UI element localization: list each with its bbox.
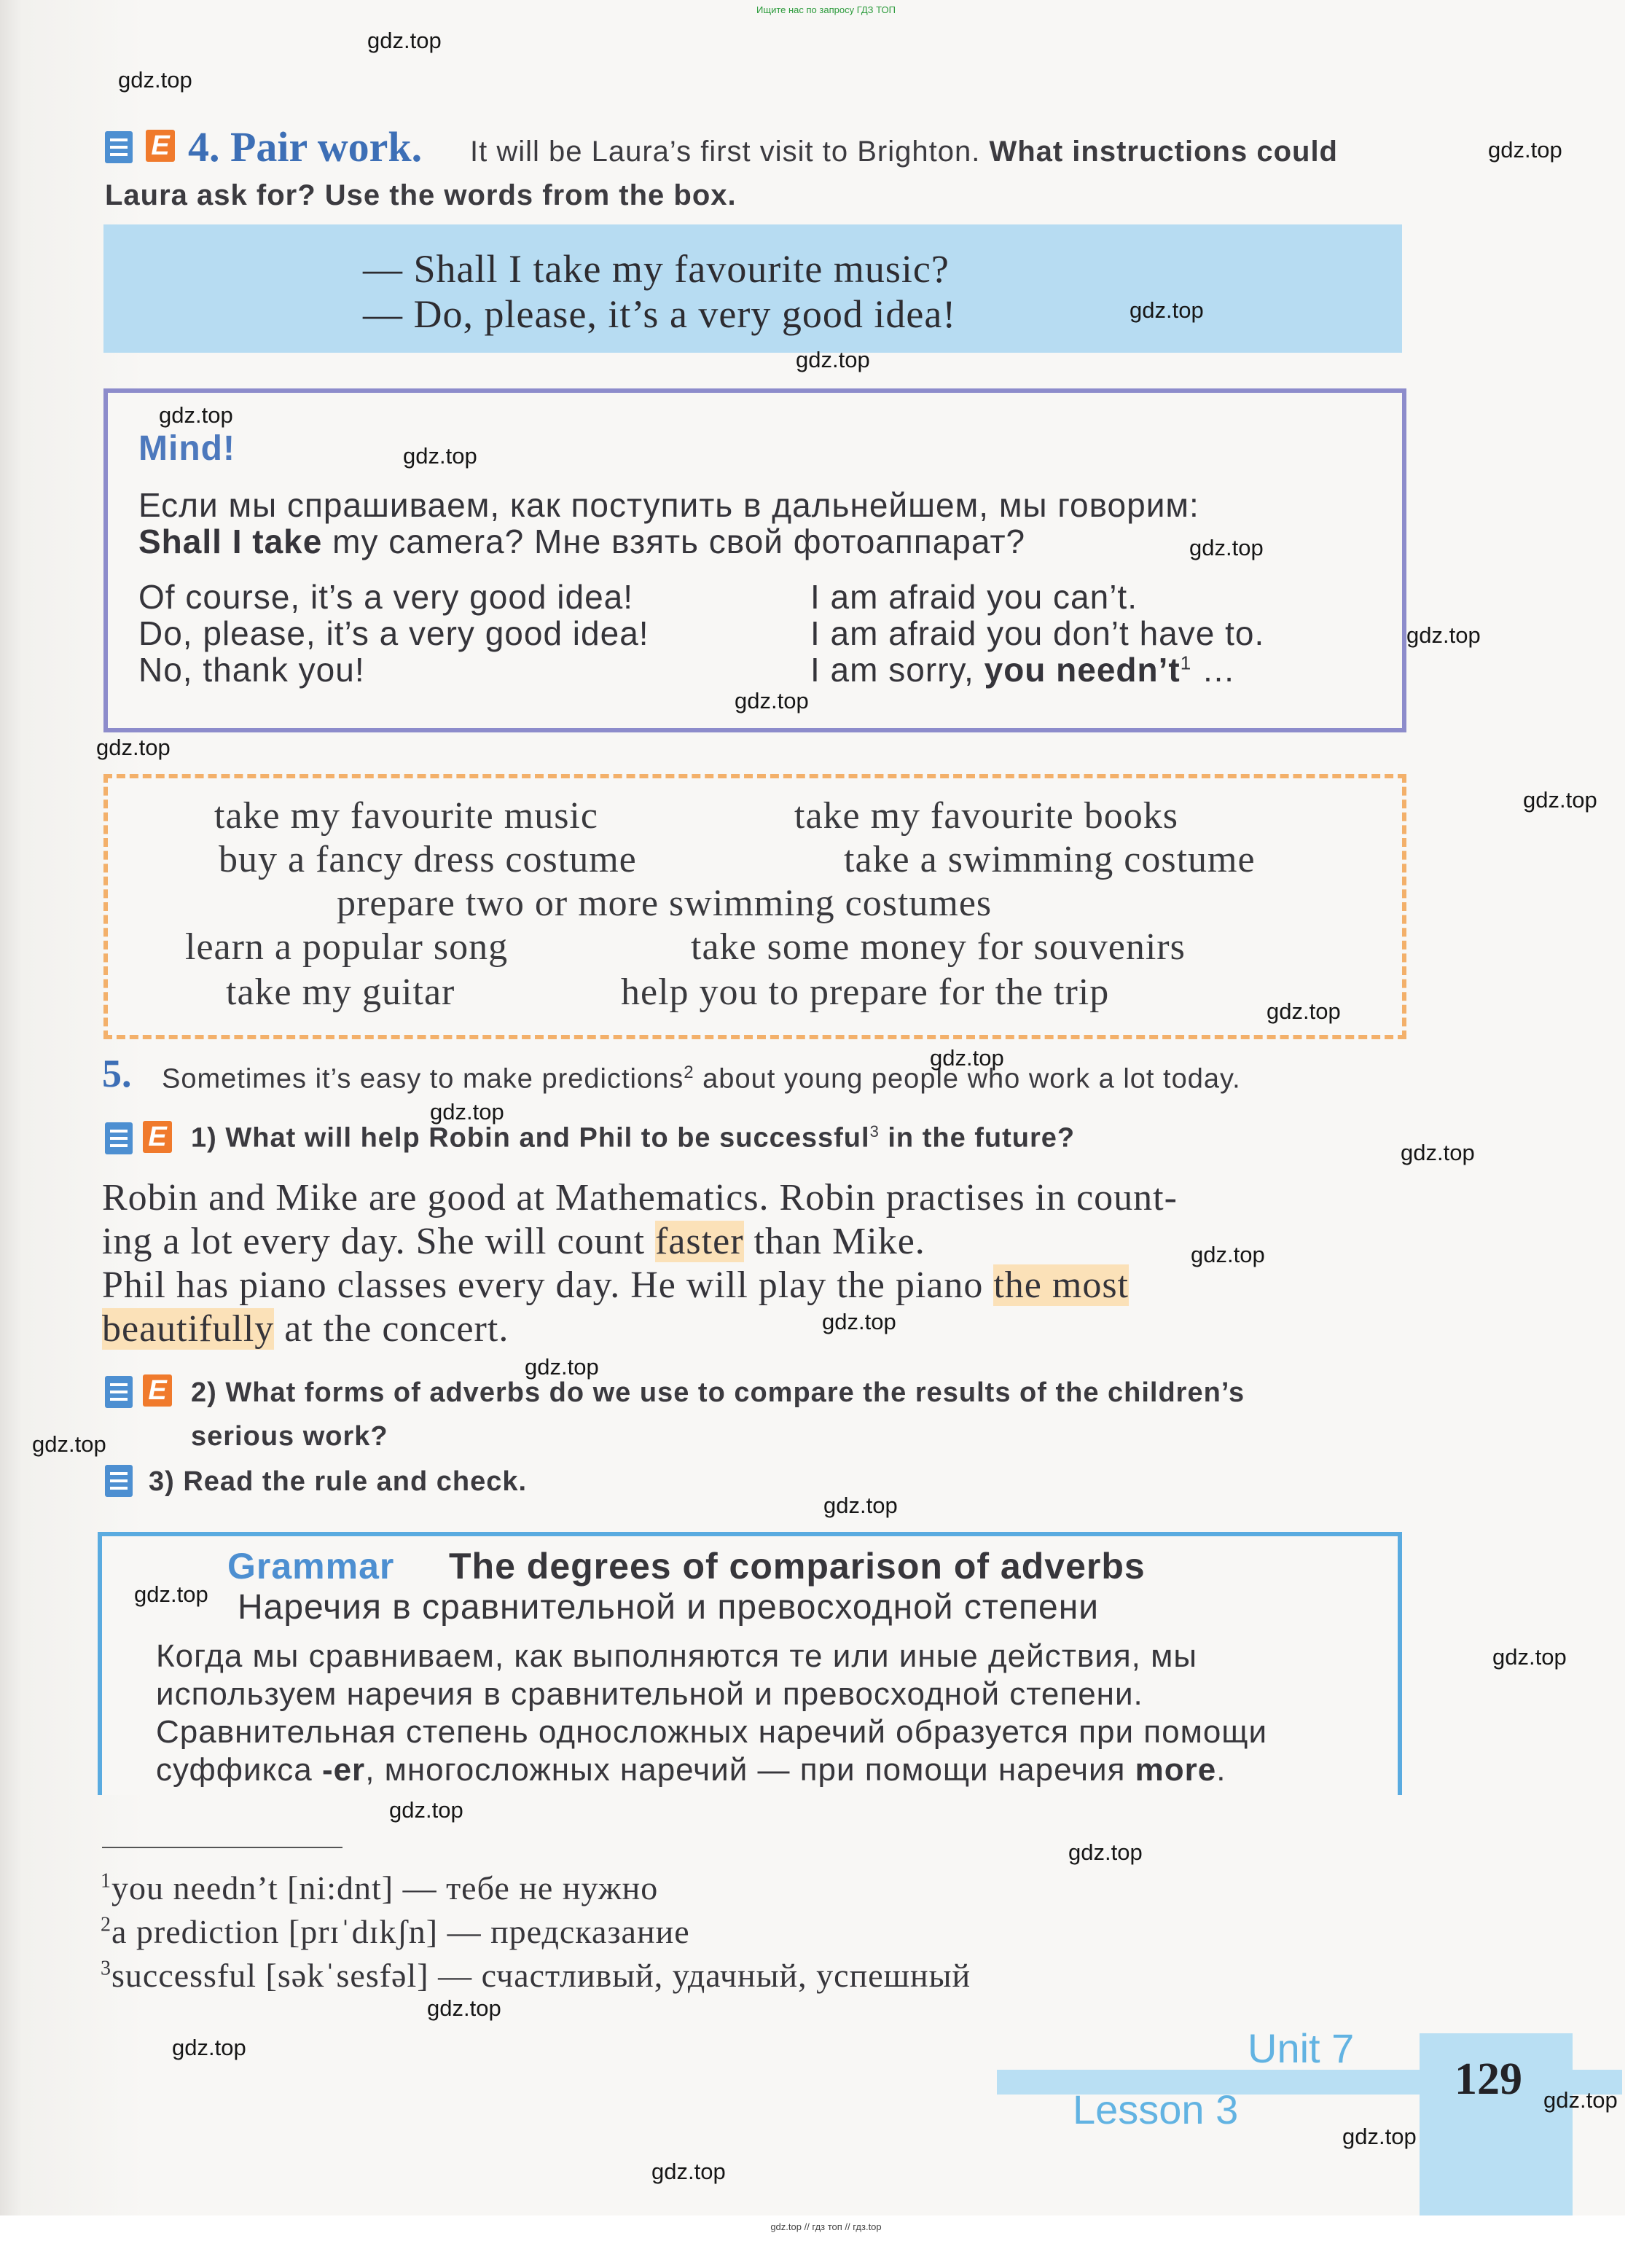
story-line-4 [102,1307,509,1350]
grammar-line-4-e: . [1216,1752,1226,1788]
watermark: gdz.top [1191,1242,1265,1267]
phrase-item: take my favourite books [794,795,1178,837]
watermark: gdz.top [1401,1140,1475,1165]
list-icon [105,1122,133,1154]
highlight-beautifully: beautifully [102,1308,275,1350]
watermark: gdz.top [1342,2124,1417,2149]
task5-q2-line1 [191,1377,1245,1409]
grammar-more: more [1135,1752,1217,1788]
mind-right-answer-2: I am afraid you don’t have to. [810,614,1265,652]
watermark: gdz.top [427,1995,501,2021]
footnote-2-text: a prediction [prɪˈdɪkʃn] — предсказание [111,1913,690,1950]
phrase-item: prepare two or more swimming costumes [337,883,993,924]
task4-number: 4. [188,123,220,171]
mind-right-answer-3 [810,650,1236,689]
task5-intro [162,1063,1241,1095]
grammar-line-4-c: , многосложных наречий — при помощи наречия [365,1752,1126,1788]
grammar-title: The degrees of comparison of adverbs [449,1546,1146,1587]
task5-q2-text: What forms of adverbs do we use to compare the results of the children’s [225,1377,1245,1408]
list-icon [105,131,133,163]
header-note: Ищите нас по запросу ГДЗ ТОП [756,4,896,15]
footnote-1 [101,1869,658,1907]
watermark: gdz.top [525,1354,599,1380]
watermark: gdz.top [823,1493,898,1518]
story-line-3-start: Phil has piano classes every day. He will play the piano [102,1264,984,1306]
page-number: 129 [1455,2054,1522,2104]
mind-left-answer-3: No, thank you! [138,651,365,689]
task5-q1-start: What will help Robin and Phil to be successful [225,1122,870,1154]
phrase-item: take some money for souvenirs [691,926,1186,968]
watermark: gdz.top [1543,2087,1618,2113]
highlight-faster: faster [655,1221,744,1262]
watermark: gdz.top [96,735,171,760]
task5-intro-end: about young people who work a lot today. [702,1063,1241,1095]
watermark: gdz.top [367,28,442,53]
footnote-ref-1: 1 [1180,652,1192,674]
list-icon [105,1376,133,1408]
footer-note: gdz.top // гдз топ // гдз.top [770,2221,882,2232]
watermark: gdz.top [1068,1839,1143,1865]
unit-label: Unit 7 [1248,2025,1355,2071]
watermark: gdz.top [403,443,477,469]
mind-line1: Если мы спрашиваем, как поступить в дальнейшем, мы говорим: [138,486,1199,524]
task5-number: 5. [102,1052,132,1095]
watermark: gdz.top [930,1045,1004,1071]
e-icon: E [146,130,175,162]
footnote-2 [101,1912,690,1951]
task5-q3-number: 3) [149,1466,175,1497]
grammar-subtitle: Наречия в сравнительной и превосходной степени [238,1588,1100,1627]
watermark: gdz.top [651,2159,726,2184]
watermark: gdz.top [430,1099,504,1125]
task5-q1 [191,1122,1075,1154]
story-line-4-end: at the concert. [284,1308,509,1350]
watermark: gdz.top [32,1431,106,1457]
grammar-line-4 [156,1752,1226,1788]
task4-question-line1: What instructions could [989,136,1338,168]
mind-left-answer-2: Do, please, it’s a very good idea! [138,614,649,652]
watermark: gdz.top [134,1581,208,1607]
mind-example-bold: Shall I take [138,523,323,560]
dialog-line-2: — Do, please, it’s a very good idea! [363,292,957,336]
e-icon: E [143,1121,172,1153]
watermark: gdz.top [1189,535,1264,560]
watermark: gdz.top [1267,998,1341,1024]
lesson-label: Lesson 3 [1073,2086,1239,2132]
task5-intro-start: Sometimes it’s easy to make predictions [162,1063,684,1095]
story-line-2-start: ing a lot every day. She will count [102,1221,646,1262]
grammar-suffix-er: -er [321,1752,366,1788]
task5-q1-end: in the future? [888,1122,1076,1154]
grammar-line-2: используем наречия в сравнительной и превосходной степени. [156,1676,1143,1712]
mind-heading: Mind! [138,429,235,468]
task4-question-line2: Laura ask for? Use the words from the box. [105,179,737,211]
story-line-3 [102,1264,1129,1307]
task4-heading [188,122,422,171]
highlight-the-most: the most [993,1264,1130,1306]
footnote-divider [102,1847,342,1848]
story-line-1: Robin and Mike are good at Mathematics. Robin practises in count- [102,1177,1178,1219]
task5-q2-number: 2) [191,1377,217,1408]
list-icon [105,1465,133,1497]
mind-example-rest: my camera? Мне взять свой фотоаппарат? [332,523,1026,560]
task4-intro: It will be Laura’s first visit to Brighton. [470,136,981,168]
watermark: gdz.top [796,347,870,372]
grammar-label: Grammar [227,1546,395,1587]
footnote-1-number: 1 [101,1869,111,1893]
phrase-item: take a swimming costume [844,839,1256,880]
story-line-2-end: than Mike. [753,1221,925,1262]
task4-instructions-line1 [470,136,1338,168]
mind-line2 [138,522,1025,561]
dialog-line-1: — Shall I take my favourite music? [363,247,950,291]
task5-q1-number: 1) [191,1122,217,1154]
story-line-2 [102,1220,925,1263]
footnote-3 [101,1956,971,1995]
task5-q3-text: Read the rule and check. [183,1466,528,1497]
watermark: gdz.top [389,1797,463,1823]
footnote-ref-3: 3 [869,1122,880,1141]
footnote-3-text: successful [səkˈsesfəl] — счастливый, удачный, успешный [111,1957,971,1994]
mind-right-answer-1: I am afraid you can’t. [810,578,1138,616]
watermark: gdz.top [1523,787,1597,813]
watermark: gdz.top [1492,1644,1567,1670]
phrase-item: buy a fancy dress costume [219,839,637,880]
watermark: gdz.top [735,688,809,713]
footnote-ref-2: 2 [684,1063,694,1082]
watermark: gdz.top [1406,622,1481,648]
footnote-3-number: 3 [101,1957,111,1980]
phrase-item: help you to prepare for the trip [621,971,1110,1013]
e-icon: E [143,1374,172,1407]
watermark: gdz.top [172,2035,246,2060]
mind-right-answer-3-bold: you needn’t [984,651,1181,689]
watermark: gdz.top [1130,297,1204,323]
task4-title: Pair work. [230,123,423,171]
mind-right-answer-3-end: … [1201,651,1236,689]
phrase-item: take my guitar [226,971,455,1013]
footnote-1-text: you needn’t [ni:dnt] — тебе не нужно [111,1869,659,1906]
grammar-line-4-a: суффикса [156,1752,313,1788]
phrase-item: learn a popular song [185,926,509,968]
task5-q2-line2: serious work? [191,1421,388,1452]
grammar-line-3: Сравнительная степень односложных наречий образуется при помощи [156,1714,1268,1750]
task5-q3 [149,1466,527,1498]
footnote-2-number: 2 [101,1913,111,1936]
watermark: gdz.top [822,1309,896,1334]
grammar-line-1: Когда мы сравниваем, как выполняются те или иные действия, мы [156,1638,1197,1674]
phrase-item: take my favourite music [214,795,598,837]
watermark: gdz.top [118,67,192,93]
mind-right-answer-3-start: I am sorry, [810,651,974,689]
watermark: gdz.top [159,402,233,428]
watermark: gdz.top [1488,137,1562,163]
mind-left-answer-1: Of course, it’s a very good idea! [138,578,634,616]
